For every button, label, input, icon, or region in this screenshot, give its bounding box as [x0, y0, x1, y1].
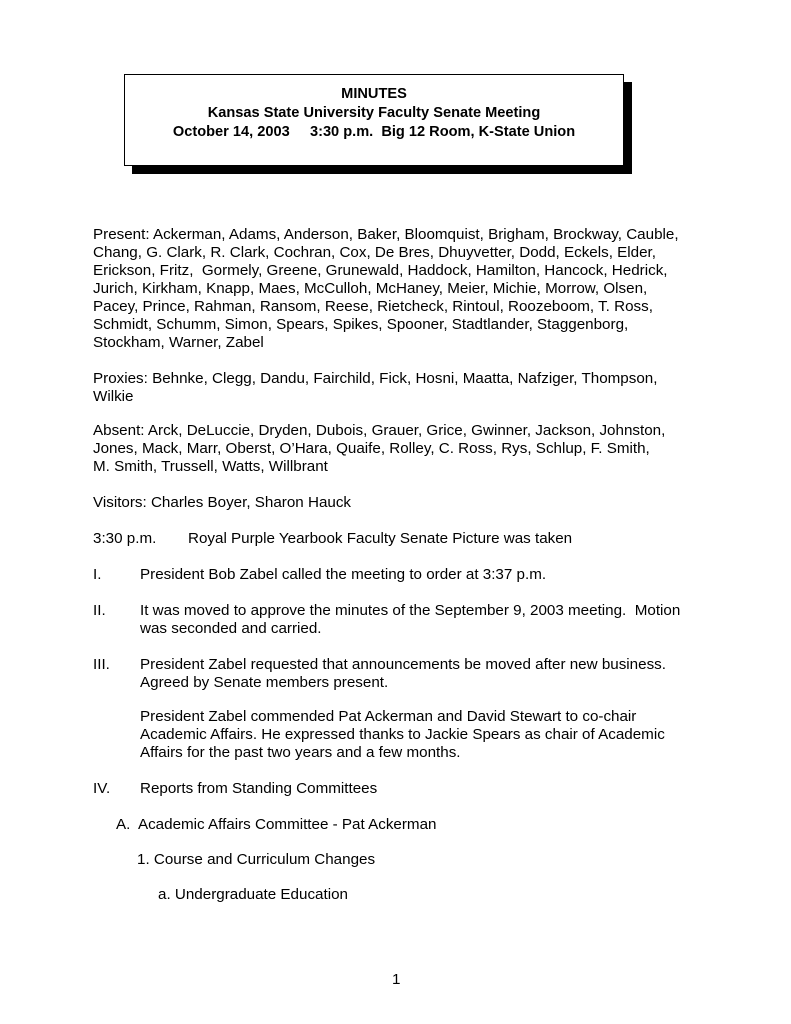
item-iii-line: Agreed by Senate members present.: [140, 674, 389, 691]
item-iii-text: [140, 656, 710, 692]
absent-list: [93, 422, 713, 476]
item-i-text: President Bob Zabel called the meeting to order at 3:37 p.m.: [140, 566, 547, 583]
minutes-title: MINUTES: [341, 86, 407, 102]
subsection-a-heading: a. Undergraduate Education: [158, 886, 348, 903]
proxies-line: Proxies: Behnke, Clegg, Dandu, Fairchild, Fick, Hosni, Maatta, Nafziger, Thompson,: [93, 370, 658, 387]
picture-time: 3:30 p.m.: [93, 530, 157, 547]
item-i-number: I.: [93, 566, 102, 583]
proxies-list: [93, 370, 713, 406]
item-iii-line: President Zabel requested that announcements be moved after new business.: [140, 656, 666, 673]
header-box: [124, 74, 624, 166]
absent-line: Absent: Arck, DeLuccie, Dryden, Dubois, Grauer, Grice, Gwinner, Jackson, Johnston,: [93, 422, 666, 439]
item-ii-text: [140, 602, 710, 638]
committee-a-heading: A. Academic Affairs Committee - Pat Ackerman: [116, 816, 437, 833]
proxies-line: Wilkie: [93, 388, 134, 405]
present-line: Schmidt, Schumm, Simon, Spears, Spikes, Spooner, Stadtlander, Staggenborg,: [93, 316, 629, 333]
present-line: Present: Ackerman, Adams, Anderson, Baker, Bloomquist, Brigham, Brockway, Cauble,: [93, 226, 679, 243]
item-iii-para-line: Academic Affairs. He expressed thanks to Jackie Spears as chair of Academic: [140, 726, 665, 743]
present-line: Stockham, Warner, Zabel: [93, 334, 264, 351]
item-iv-text: Reports from Standing Committees: [140, 780, 378, 797]
present-list: [93, 226, 713, 352]
item-iii-paragraph: [140, 708, 710, 762]
absent-line: M. Smith, Trussell, Watts, Willbrant: [93, 458, 328, 475]
item-iii-para-line: Affairs for the past two years and a few months.: [140, 744, 461, 761]
item-iv-number: IV.: [93, 780, 111, 797]
subsection-1-heading: 1. Course and Curriculum Changes: [137, 851, 376, 868]
visitors-line: Visitors: Charles Boyer, Sharon Hauck: [93, 494, 352, 511]
meeting-date-line: October 14, 2003 3:30 p.m. Big 12 Room, K-State Union: [172, 124, 576, 140]
present-line: Jurich, Kirkham, Knapp, Maes, McCulloh, McHaney, Meier, Michie, Morrow, Olsen,: [93, 280, 648, 297]
present-line: Pacey, Prince, Rahman, Ransom, Reese, Rietcheck, Rintoul, Roozeboom, T. Ross,: [93, 298, 653, 315]
meeting-subtitle: Kansas State University Faculty Senate Meeting: [207, 105, 541, 121]
picture-text: Royal Purple Yearbook Faculty Senate Picture was taken: [188, 530, 573, 547]
present-line: Erickson, Fritz, Gormely, Greene, Grunewald, Haddock, Hamilton, Hancock, Hedrick,: [93, 262, 668, 279]
item-iii-para-line: President Zabel commended Pat Ackerman and David Stewart to co-chair: [140, 708, 637, 725]
item-ii-line: was seconded and carried.: [140, 620, 322, 637]
item-ii-number: II.: [93, 602, 106, 619]
absent-line: Jones, Mack, Marr, Oberst, O’Hara, Quaife, Rolley, C. Ross, Rys, Schlup, F. Smith,: [93, 440, 650, 457]
item-ii-line: It was moved to approve the minutes of the September 9, 2003 meeting. Motion: [140, 602, 681, 619]
present-line: Chang, G. Clark, R. Clark, Cochran, Cox, De Bres, Dhuyvetter, Dodd, Eckels, Elder,: [93, 244, 656, 261]
item-iii-number: III.: [93, 656, 110, 673]
page-number: 1: [392, 971, 401, 988]
